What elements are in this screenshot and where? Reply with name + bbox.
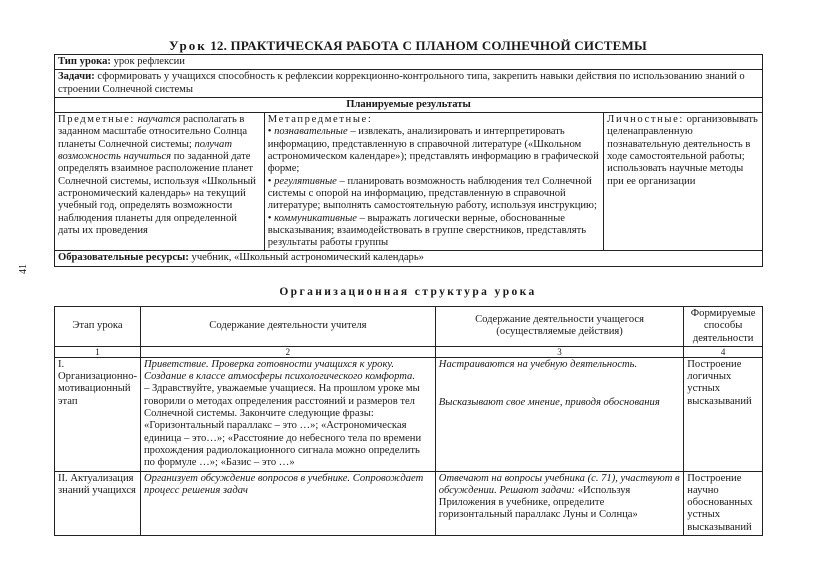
- meta-results-item: [268, 176, 600, 213]
- meta-results-item: [268, 126, 600, 175]
- lesson-info-table: [54, 54, 763, 267]
- resources-value: учебник, «Школьный астрономический календарь»: [191, 252, 424, 264]
- personal-results-cell: [604, 113, 763, 251]
- meta-results-cell: [264, 113, 603, 251]
- teacher-cell: [141, 471, 436, 535]
- lesson-tasks-value: сформировать у учащихся способность к рефлексии коррекционно-контрольного типа, закрепить навыки действия по использованию знаний о строении Солнечной системы: [58, 71, 745, 95]
- meta-item-name: познавательные: [274, 126, 348, 138]
- col-number-2: 2: [141, 346, 436, 357]
- teacher-cell: [141, 357, 436, 471]
- teacher-speech: – Здравствуйте, уважаемые учащиеся. На прошлом уроке мы говорили о методах определения расстояний и размеров тел Солнечной системы. Закончите следующие фразы: «Горизонтальный параллакс – это …»; «Астрономическая единица – это…»; «Расстояние до небесного тела по времени прохождения радиолокационного сигнала можно определить по формуле …»; «Базис – это …»: [144, 383, 422, 469]
- resources-cell: [55, 251, 763, 266]
- bullet-icon: •: [267, 126, 275, 138]
- teacher-action-italic: Приветствие. Проверка готовности учащихся к уроку. Создание в классе атмосферы психологического комфорта.: [144, 358, 415, 383]
- subject-results-part: располагать в заданном масштабе относительно Солнца планеты Солнечной системы;: [58, 114, 248, 150]
- subject-results-part: по заданной дате определять взаимное расположение планет Солнечной системы, используя «Школьный астрономический календарь» на текущий учебный год, определять возможности наблюдения планеты для определенной даты их проведения: [58, 151, 256, 236]
- table-row: [55, 471, 763, 535]
- student-action-plain: «Используя Приложения в учебнике, определите горизонтальный параллакс Луны и Солнца»: [438, 484, 638, 521]
- lesson-tasks-label: Задачи:: [58, 71, 95, 83]
- skills-cell: Построение логичных устных высказываний: [684, 357, 763, 471]
- personal-results-value: организовывать целенаправленную познавательную деятельность в ходе самостоятельной работы; использовать научные методы при ее организации: [607, 114, 758, 187]
- student-action-italic: Отвечают на вопросы учебника (с. 71), участвуют в обсуждении. Решают задачи:: [438, 472, 680, 496]
- meta-item-name: коммуникативные: [274, 212, 357, 224]
- lesson-type-label: Тип урока:: [58, 56, 111, 67]
- student-action-2: Высказывают свое мнение, приводя обоснования: [438, 397, 660, 409]
- col-header-stage: Этап урока: [55, 307, 141, 347]
- resources-label: Образовательные ресурсы:: [58, 252, 189, 264]
- col-header-teacher: Содержание деятельности учителя: [141, 307, 436, 347]
- bullet-icon: •: [267, 212, 275, 224]
- col-header-student: Содержание деятельности учащегося (осуществляемые действия): [435, 307, 683, 347]
- col-header-skills: Формируемые способы деятельности: [684, 307, 763, 347]
- meta-item-name: регулятивные: [274, 175, 337, 187]
- col-number-3: 3: [435, 346, 683, 357]
- subject-results-label: Предметные:: [58, 114, 135, 126]
- lesson-title: [0, 38, 816, 54]
- lesson-tasks-cell: [55, 70, 763, 98]
- personal-results-label: Личностные:: [607, 114, 684, 126]
- meta-results-label: Метапредметные:: [267, 114, 373, 126]
- student-cell: [435, 471, 683, 535]
- stage-cell: I. Организационно-мотивационный этап: [55, 357, 141, 471]
- col-number-4: 4: [684, 346, 763, 357]
- table-row: [55, 357, 763, 471]
- results-heading: Планируемые результаты: [55, 97, 763, 112]
- meta-item-text: – выражать логически верные, обоснованные высказывания; взаимодействовать в группе сверстников, представлять результаты работы группы: [267, 212, 587, 249]
- meta-results-list: [268, 126, 600, 249]
- lesson-type-cell: [55, 55, 763, 70]
- lesson-word: Урок: [169, 38, 207, 53]
- subject-results-part: получат возможность научиться: [58, 138, 232, 163]
- lesson-title-text: 12. ПРАКТИЧЕСКАЯ РАБОТА С ПЛАНОМ СОЛНЕЧНОЙ СИСТЕМЫ: [210, 38, 647, 53]
- subject-results-cell: [55, 113, 265, 251]
- bullet-icon: •: [267, 175, 275, 187]
- subject-results-part: научатся: [137, 114, 181, 126]
- student-cell: [435, 357, 683, 471]
- student-action-1: Настраиваются на учебную деятельность.: [438, 358, 638, 370]
- subject-results-text: [58, 114, 256, 236]
- meta-item-text: – извлекать, анализировать и интерпретировать информацию, представленную в справочной литературе («Школьном астрономическом календаре»); представлять информацию в графической форме;: [267, 126, 599, 175]
- col-number-1: 1: [55, 346, 141, 357]
- stage-cell: II. Актуализация знаний учащихся: [55, 471, 141, 535]
- structure-table: [54, 306, 763, 536]
- structure-heading: Организационная структура урока: [279, 286, 537, 298]
- lesson-type-value: урок рефлексии: [113, 56, 185, 67]
- teacher-action-italic: Организует обсуждение вопросов в учебнике. Сопровождает процесс решения задач: [144, 472, 424, 496]
- meta-results-item: [268, 213, 600, 250]
- meta-item-text: – планировать возможность наблюдения тел Солнечной системы с опорой на информацию, представленную в справочной литературе; выполнять самостоятельную работу, используя инструкцию;: [267, 175, 597, 212]
- page-number: 41: [18, 264, 29, 274]
- skills-cell: Построение научно обоснованных устных высказываний: [684, 471, 763, 535]
